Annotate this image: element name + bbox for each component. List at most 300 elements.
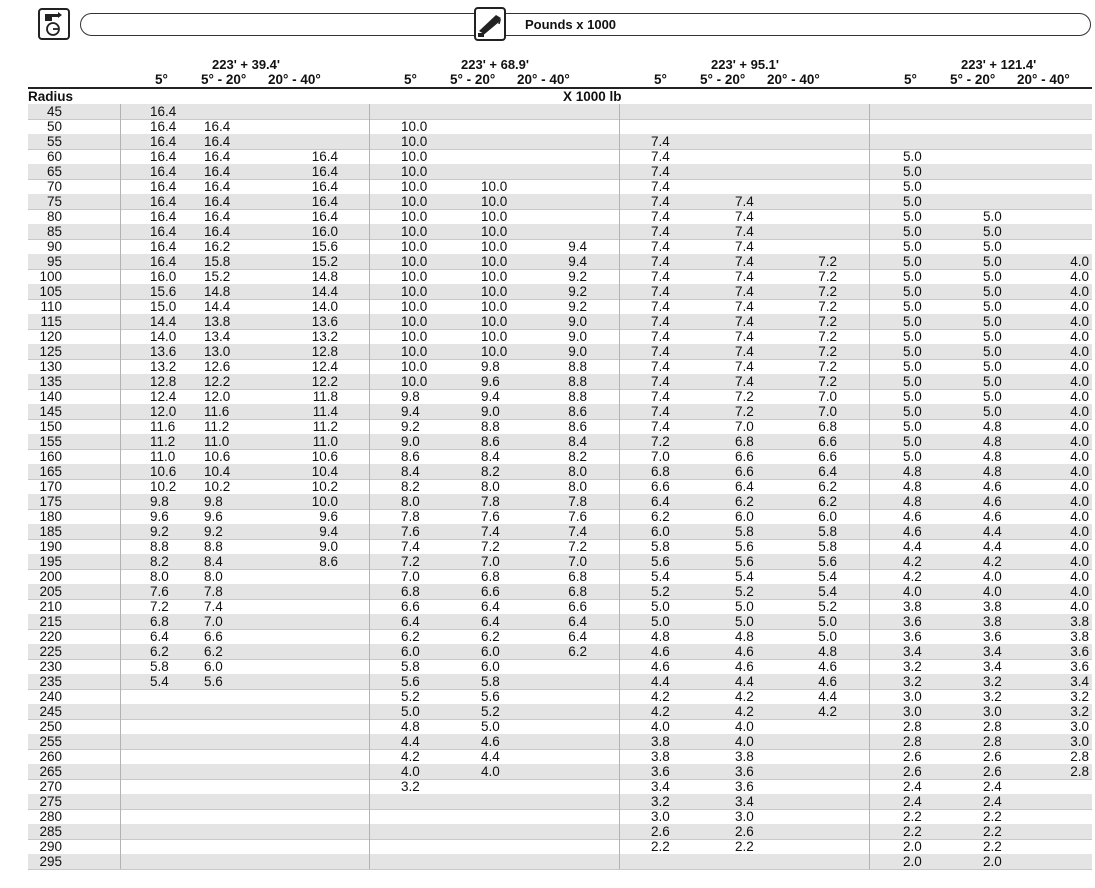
- table-row: [28, 434, 1092, 449]
- capacity-value: 9.2: [568, 269, 587, 284]
- capacity-value: 15.6: [150, 284, 177, 299]
- capacity-value: [557, 809, 587, 824]
- capacity-value: 5.2: [735, 584, 754, 599]
- table-row: [28, 254, 1092, 269]
- capacity-value: 5.0: [903, 329, 922, 344]
- capacity-value: [807, 794, 837, 809]
- group-separator: [869, 344, 870, 359]
- group-separator: [619, 854, 620, 869]
- capacity-value: 5.0: [903, 284, 922, 299]
- capacity-value: [807, 224, 837, 239]
- capacity-value: 2.2: [983, 839, 1002, 854]
- capacity-value: 4.2: [651, 689, 670, 704]
- capacity-value: [308, 734, 338, 749]
- group-separator: [869, 419, 870, 434]
- capacity-value: [807, 749, 837, 764]
- capacity-value: 16.2: [204, 239, 231, 254]
- group-separator: [869, 794, 870, 809]
- capacity-value: 7.4: [651, 224, 670, 239]
- table-row: [28, 839, 1092, 854]
- capacity-value: 7.4: [651, 284, 670, 299]
- capacity-value: 4.8: [651, 629, 670, 644]
- radius-value: 205: [39, 584, 62, 599]
- group-separator: [369, 194, 370, 209]
- capacity-value: 5.0: [983, 314, 1002, 329]
- capacity-value: 10.2: [311, 479, 338, 494]
- capacity-value: 6.0: [735, 509, 754, 524]
- group-separator: [619, 614, 620, 629]
- capacity-value: 8.0: [568, 464, 587, 479]
- group-separator: [619, 779, 620, 794]
- table-row: [28, 374, 1092, 389]
- capacity-value: 8.0: [481, 479, 500, 494]
- group-separator: [120, 614, 121, 629]
- group-separator: [120, 704, 121, 719]
- capacity-value: 4.0: [1070, 449, 1089, 464]
- group-separator: [869, 674, 870, 689]
- capacity-value: 5.0: [983, 284, 1002, 299]
- table-row: [28, 734, 1092, 749]
- group-separator: [120, 239, 121, 254]
- capacity-value: 7.4: [735, 269, 754, 284]
- capacity-value: [308, 104, 338, 119]
- group-separator: [120, 719, 121, 734]
- capacity-value: 3.0: [735, 809, 754, 824]
- capacity-value: 2.6: [983, 749, 1002, 764]
- group-separator: [869, 659, 870, 674]
- capacity-value: 7.4: [204, 599, 223, 614]
- group-separator: [619, 479, 620, 494]
- table-row: [28, 599, 1092, 614]
- capacity-value: [557, 854, 587, 869]
- capacity-value: 7.4: [735, 314, 754, 329]
- capacity-value: 16.4: [150, 149, 177, 164]
- capacity-value: [308, 599, 338, 614]
- capacity-value: 5.0: [903, 239, 922, 254]
- capacity-value: 5.0: [903, 344, 922, 359]
- angle-header: 5° - 20°: [201, 72, 247, 87]
- group-separator: [369, 479, 370, 494]
- table-row: [28, 224, 1092, 239]
- capacity-value: 7.2: [818, 269, 837, 284]
- group-separator: [869, 104, 870, 119]
- capacity-value: 3.4: [1070, 674, 1089, 689]
- group-separator: [369, 209, 370, 224]
- table-row: [28, 749, 1092, 764]
- capacity-value: 5.0: [818, 614, 837, 629]
- group-separator: [619, 629, 620, 644]
- capacity-value: 6.0: [481, 659, 500, 674]
- group-separator: [619, 539, 620, 554]
- capacity-value: [557, 734, 587, 749]
- capacity-value: 8.4: [401, 464, 420, 479]
- capacity-value: 4.0: [735, 719, 754, 734]
- group-separator: [869, 614, 870, 629]
- table-row: [28, 674, 1092, 689]
- group-separator: [869, 434, 870, 449]
- radius-value: 135: [39, 374, 62, 389]
- capacity-value: 4.0: [481, 764, 500, 779]
- capacity-value: 7.2: [818, 374, 837, 389]
- capacity-value: 5.0: [735, 599, 754, 614]
- capacity-value: 9.0: [319, 539, 338, 554]
- capacity-value: 3.8: [1070, 614, 1089, 629]
- capacity-value: 3.0: [983, 704, 1002, 719]
- capacity-value: 5.0: [903, 224, 922, 239]
- capacity-value: 4.0: [1070, 494, 1089, 509]
- capacity-value: 10.0: [481, 269, 508, 284]
- capacity-value: 6.6: [568, 599, 587, 614]
- capacity-value: 3.6: [735, 779, 754, 794]
- capacity-value: 7.4: [735, 329, 754, 344]
- capacity-value: 6.4: [818, 464, 837, 479]
- capacity-value: 10.0: [401, 374, 428, 389]
- radius-value: 160: [39, 449, 62, 464]
- capacity-value: 4.4: [651, 674, 670, 689]
- capacity-value: 5.0: [983, 224, 1002, 239]
- boom-config-label: 223' + 95.1': [711, 57, 779, 72]
- capacity-value: 10.0: [401, 359, 428, 374]
- group-separator: [120, 104, 121, 119]
- capacity-value: 5.0: [903, 149, 922, 164]
- table-row: [28, 824, 1092, 839]
- capacity-value: 10.4: [311, 464, 338, 479]
- capacity-value: 16.4: [204, 179, 231, 194]
- capacity-value: 3.2: [1070, 689, 1089, 704]
- capacity-value: [308, 614, 338, 629]
- group-separator: [619, 329, 620, 344]
- angle-header: 5°: [404, 72, 417, 87]
- group-separator: [120, 674, 121, 689]
- capacity-value: 4.0: [1070, 569, 1089, 584]
- capacity-value: [308, 839, 338, 854]
- capacity-value: [1059, 209, 1089, 224]
- capacity-value: 3.6: [651, 764, 670, 779]
- group-separator: [369, 854, 370, 869]
- boom-config-label: 223' + 121.4': [961, 57, 1037, 72]
- capacity-value: 10.0: [401, 164, 428, 179]
- capacity-value: 10.2: [204, 479, 231, 494]
- capacity-value: 9.0: [568, 329, 587, 344]
- capacity-value: 14.4: [150, 314, 177, 329]
- capacity-value: 3.0: [1070, 719, 1089, 734]
- capacity-value: 6.6: [204, 629, 223, 644]
- capacity-value: 4.6: [983, 509, 1002, 524]
- capacity-value: 4.0: [1070, 404, 1089, 419]
- capacity-value: 10.0: [481, 314, 508, 329]
- group-separator: [369, 224, 370, 239]
- capacity-value: 5.8: [735, 524, 754, 539]
- group-separator: [369, 569, 370, 584]
- capacity-value: 2.2: [735, 839, 754, 854]
- group-separator: [619, 389, 620, 404]
- capacity-value: 3.2: [903, 674, 922, 689]
- capacity-value: 10.0: [401, 119, 428, 134]
- group-separator: [619, 689, 620, 704]
- group-separator: [369, 344, 370, 359]
- capacity-value: 6.0: [481, 644, 500, 659]
- capacity-value: 5.0: [903, 209, 922, 224]
- capacity-value: 7.4: [651, 359, 670, 374]
- capacity-value: 4.0: [1070, 359, 1089, 374]
- capacity-value: 16.4: [204, 134, 231, 149]
- capacity-value: 9.4: [401, 404, 420, 419]
- capacity-value: 10.0: [401, 254, 428, 269]
- group-separator: [120, 524, 121, 539]
- capacity-value: 10.0: [401, 149, 428, 164]
- capacity-value: 5.6: [735, 554, 754, 569]
- capacity-value: 13.4: [204, 329, 231, 344]
- crane-boom-icon: [474, 7, 506, 41]
- table-row: [28, 269, 1092, 284]
- capacity-value: 5.6: [204, 674, 223, 689]
- angle-header: 20° - 40°: [767, 72, 820, 87]
- group-separator: [869, 704, 870, 719]
- radius-value: 150: [39, 419, 62, 434]
- capacity-value: [807, 104, 837, 119]
- capacity-value: 5.8: [818, 539, 837, 554]
- table-row: [28, 809, 1092, 824]
- group-separator: [369, 254, 370, 269]
- capacity-value: [807, 134, 837, 149]
- capacity-value: 3.0: [903, 704, 922, 719]
- group-separator: [369, 734, 370, 749]
- capacity-value: 10.6: [204, 449, 231, 464]
- capacity-value: 4.0: [1070, 389, 1089, 404]
- group-separator: [619, 419, 620, 434]
- group-separator: [120, 269, 121, 284]
- radius-value: 105: [39, 284, 62, 299]
- group-separator: [619, 299, 620, 314]
- capacity-value: 7.4: [651, 239, 670, 254]
- capacity-value: 5.0: [903, 164, 922, 179]
- capacity-value: 2.8: [903, 734, 922, 749]
- group-separator: [869, 539, 870, 554]
- capacity-value: 6.2: [204, 644, 223, 659]
- radius-value: 260: [39, 749, 62, 764]
- capacity-value: 4.0: [1070, 524, 1089, 539]
- angle-header: 5° - 20°: [950, 72, 996, 87]
- radius-value: 95: [46, 254, 62, 269]
- group-separator: [619, 554, 620, 569]
- capacity-value: 8.6: [481, 434, 500, 449]
- capacity-value: [1059, 134, 1089, 149]
- table-row: [28, 644, 1092, 659]
- capacity-value: 2.6: [651, 824, 670, 839]
- angle-header: 5°: [904, 72, 917, 87]
- capacity-value: 4.0: [1070, 554, 1089, 569]
- capacity-value: 4.8: [983, 464, 1002, 479]
- group-separator: [369, 434, 370, 449]
- radius-value: 175: [39, 494, 62, 509]
- capacity-value: 7.0: [818, 389, 837, 404]
- radius-value: 230: [39, 659, 62, 674]
- group-separator: [619, 464, 620, 479]
- capacity-value: 10.2: [150, 479, 177, 494]
- group-separator: [869, 164, 870, 179]
- capacity-value: 5.4: [651, 569, 670, 584]
- capacity-value: 3.2: [1070, 704, 1089, 719]
- capacity-value: 7.6: [401, 524, 420, 539]
- capacity-value: 6.6: [481, 584, 500, 599]
- capacity-value: 4.6: [983, 479, 1002, 494]
- capacity-value: 16.4: [150, 254, 177, 269]
- capacity-value: 11.6: [150, 419, 176, 434]
- capacity-value: 5.4: [818, 584, 837, 599]
- capacity-value: 7.4: [735, 344, 754, 359]
- capacity-value: 7.4: [651, 179, 670, 194]
- capacity-value: 4.4: [735, 674, 754, 689]
- table-row: [28, 344, 1092, 359]
- capacity-value: [807, 179, 837, 194]
- group-separator: [120, 509, 121, 524]
- capacity-value: 4.2: [818, 704, 837, 719]
- capacity-value: 6.2: [735, 494, 754, 509]
- capacity-value: 5.0: [983, 239, 1002, 254]
- angle-header: 5°: [654, 72, 667, 87]
- capacity-value: [807, 719, 837, 734]
- capacity-value: 2.6: [903, 749, 922, 764]
- group-separator: [619, 179, 620, 194]
- capacity-value: 7.4: [735, 239, 754, 254]
- group-separator: [869, 479, 870, 494]
- group-separator: [120, 824, 121, 839]
- angle-header: 5°: [155, 72, 168, 87]
- group-separator: [619, 164, 620, 179]
- capacity-value: 10.0: [401, 314, 428, 329]
- capacity-value: 4.0: [1070, 254, 1089, 269]
- capacity-value: [807, 824, 837, 839]
- group-separator: [619, 254, 620, 269]
- capacity-value: 7.4: [651, 149, 670, 164]
- capacity-value: 9.8: [150, 494, 169, 509]
- capacity-value: [557, 719, 587, 734]
- group-separator: [369, 659, 370, 674]
- capacity-value: 5.0: [983, 254, 1002, 269]
- group-separator: [369, 794, 370, 809]
- capacity-value: 7.0: [818, 404, 837, 419]
- group-separator: [120, 779, 121, 794]
- group-separator: [369, 839, 370, 854]
- capacity-value: 6.8: [481, 569, 500, 584]
- radius-value: 275: [39, 794, 62, 809]
- capacity-value: 5.6: [481, 689, 500, 704]
- capacity-value: [1059, 194, 1089, 209]
- radius-value: 185: [39, 524, 62, 539]
- table-row: [28, 479, 1092, 494]
- capacity-value: 4.6: [481, 734, 500, 749]
- capacity-value: 9.2: [568, 284, 587, 299]
- group-separator: [869, 689, 870, 704]
- group-separator: [619, 524, 620, 539]
- capacity-value: [557, 164, 587, 179]
- capacity-value: 6.2: [401, 629, 420, 644]
- capacity-value: 9.0: [568, 314, 587, 329]
- capacity-value: 7.2: [651, 434, 670, 449]
- capacity-value: 2.4: [983, 794, 1002, 809]
- group-separator: [869, 749, 870, 764]
- group-separator: [869, 569, 870, 584]
- capacity-value: 13.0: [204, 344, 231, 359]
- group-separator: [369, 389, 370, 404]
- capacity-value: 8.0: [568, 479, 587, 494]
- units-row-label: X 1000 lb: [563, 89, 622, 104]
- capacity-value: 7.2: [735, 404, 754, 419]
- capacity-value: 7.8: [204, 584, 223, 599]
- capacity-value: 7.4: [651, 314, 670, 329]
- table-row: [28, 194, 1092, 209]
- group-separator: [369, 509, 370, 524]
- table-row: [28, 659, 1092, 674]
- capacity-value: 3.2: [401, 779, 420, 794]
- capacity-value: 16.4: [150, 209, 177, 224]
- capacity-value: 2.0: [903, 854, 922, 869]
- capacity-value: [308, 779, 338, 794]
- capacity-value: 7.2: [481, 539, 500, 554]
- group-separator: [619, 764, 620, 779]
- capacity-value: 16.4: [311, 194, 338, 209]
- group-separator: [369, 284, 370, 299]
- capacity-value: [1059, 164, 1089, 179]
- capacity-value: 7.0: [481, 554, 500, 569]
- capacity-value: 7.4: [735, 194, 754, 209]
- radius-value: 165: [39, 464, 62, 479]
- group-separator: [369, 809, 370, 824]
- group-separator: [369, 644, 370, 659]
- angle-header: 5° - 20°: [700, 72, 746, 87]
- capacity-value: [807, 209, 837, 224]
- group-separator: [369, 494, 370, 509]
- capacity-value: [1059, 224, 1089, 239]
- capacity-value: 7.4: [481, 524, 500, 539]
- capacity-value: 7.4: [735, 374, 754, 389]
- group-separator: [369, 404, 370, 419]
- capacity-value: 5.0: [903, 254, 922, 269]
- capacity-value: 3.4: [735, 794, 754, 809]
- capacity-value: 3.6: [1070, 644, 1089, 659]
- group-separator: [120, 344, 121, 359]
- group-separator: [619, 734, 620, 749]
- group-separator: [369, 614, 370, 629]
- radius-value: 145: [39, 404, 62, 419]
- capacity-value: 14.0: [311, 299, 338, 314]
- capacity-value: [807, 839, 837, 854]
- group-separator: [120, 224, 121, 239]
- group-separator: [120, 599, 121, 614]
- radius-value: 100: [39, 269, 62, 284]
- capacity-value: 16.4: [150, 194, 177, 209]
- capacity-value: 4.0: [651, 719, 670, 734]
- group-separator: [619, 194, 620, 209]
- capacity-value: 4.0: [983, 569, 1002, 584]
- capacity-value: 10.0: [401, 344, 428, 359]
- group-separator: [120, 179, 121, 194]
- table-row: [28, 209, 1092, 224]
- capacity-value: 7.0: [568, 554, 587, 569]
- group-separator: [120, 299, 121, 314]
- capacity-value: 7.4: [651, 164, 670, 179]
- capacity-value: 7.4: [735, 254, 754, 269]
- capacity-value: 7.6: [568, 509, 587, 524]
- capacity-value: 4.4: [983, 524, 1002, 539]
- capacity-value: [308, 689, 338, 704]
- radius-value: 170: [39, 479, 62, 494]
- capacity-value: 10.0: [401, 284, 428, 299]
- group-separator: [120, 329, 121, 344]
- capacity-value: 4.0: [1070, 314, 1089, 329]
- capacity-value: 8.2: [568, 449, 587, 464]
- capacity-value: 4.8: [818, 644, 837, 659]
